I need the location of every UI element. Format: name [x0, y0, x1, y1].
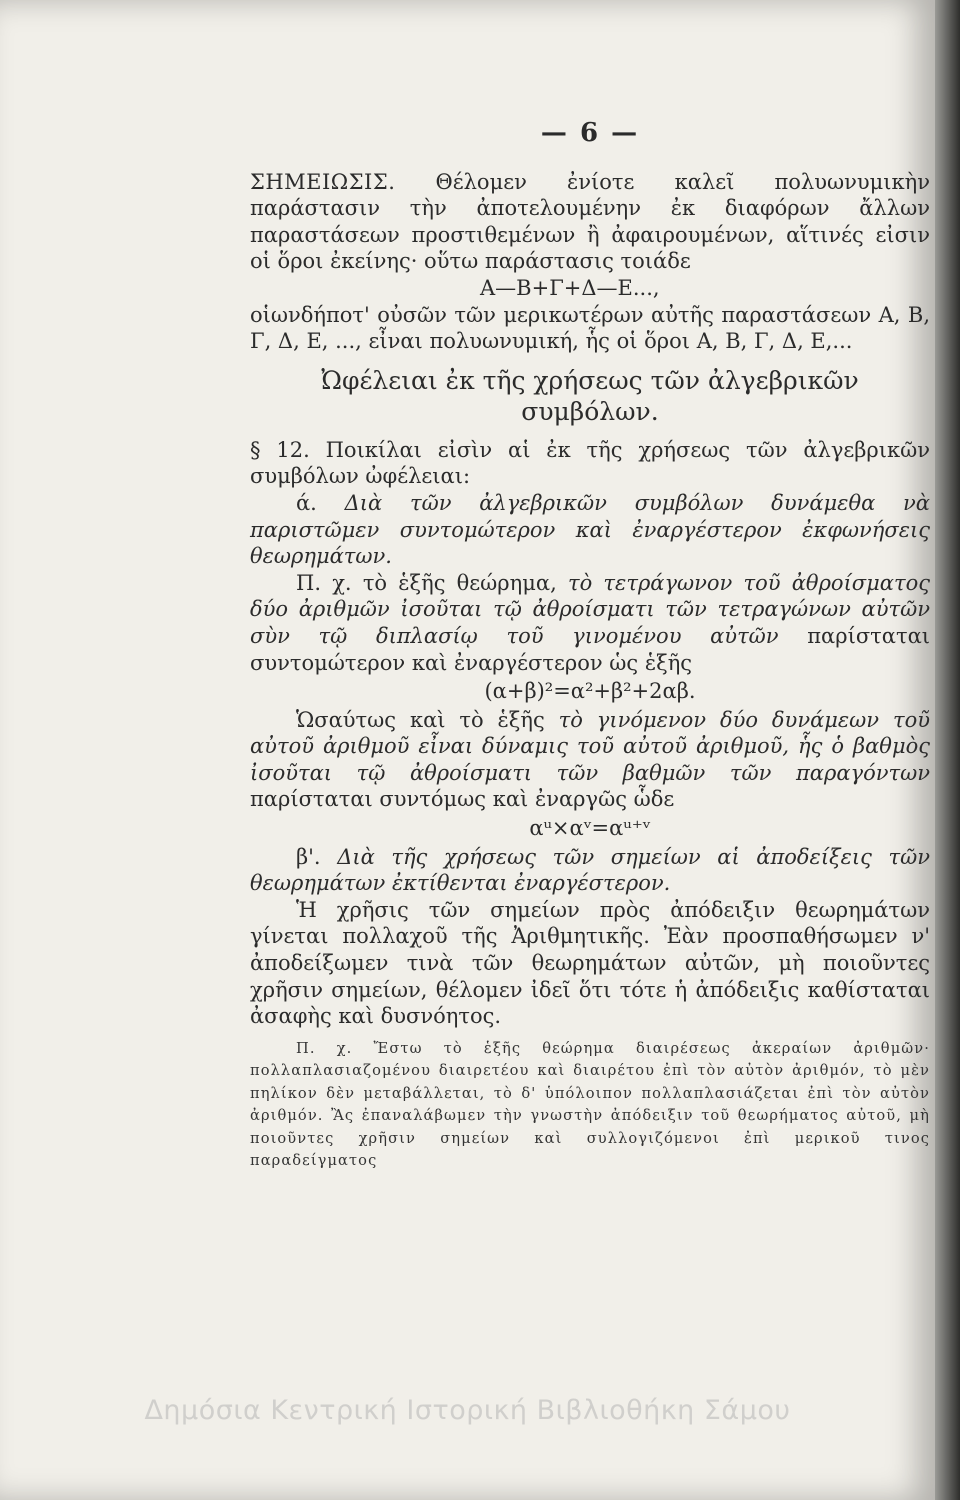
example-1-text-c: παρίσταται συντομώτερον καὶ ἐναργέστερον ὡς ἑξῆς — [250, 623, 930, 675]
page-content — [250, 120, 930, 1173]
point-a-label: ά. — [296, 490, 317, 515]
notes-paragraph-2: οἱωνδήποτ' οὐσῶν τῶν μερικωτέρων αὐτῆς παραστάσεων Α, Β, Γ, Δ, Ε, ..., εἶναι πολυωνυμική, ἧς οἱ ὅροι Α, Β, Γ, Δ, Ε,... — [250, 302, 930, 354]
paragraph-2-b: τὸ γινόμενον δύο δυνάμεων τοῦ αὐτοῦ ἀριθμοῦ εἶναι δύναμις τοῦ αὐτοῦ ἀριθμοῦ, ἧς ὁ βαθμὸς ἰσοῦται τῷ ἀθροίσματι τῶν βαθμῶν τῶν παραγόντων — [250, 707, 930, 785]
equation-1: Α—Β+Γ+Δ—Ε..., — [480, 275, 660, 300]
paragraph-3: Ἡ χρῆσις τῶν σημείων πρὸς ἀπόδειξιν θεωρημάτων γίνεται πολλαχοῦ τῆς Ἀριθμητικῆς. Ἐὰν προσπαθήσωμεν ν' ἀποδείξωμεν τινὰ τῶν θεωρημάτων αὐτῶν, μὴ ποιοῦντες χρῆσιν σημείων, θέλομεν ἰδεῖ ὅτι τότε ἡ ἀπόδειξις καθίσταται ἀσαφὴς καὶ δυσνόητος. — [250, 897, 930, 1029]
point-a-text: Διὰ τῶν ἀλγεβρικῶν συμβόλων δυνάμεθα νὰ παριστῶμεν συντομώτερον καὶ ἐναργέστερον ἐκφωνήσεις θεωρημάτων. — [250, 490, 930, 569]
page-edge-shadow — [935, 0, 960, 1500]
equation-3: αᵘ×αᵛ=αᵘ⁺ᵛ — [529, 816, 651, 841]
section-12-paragraph — [250, 437, 930, 490]
paragraph-2 — [250, 707, 930, 813]
point-a — [250, 490, 930, 570]
example-1 — [250, 570, 930, 676]
section-text: Ποικίλαι εἰσὶν αἱ ἐκ τῆς χρήσεως τῶν ἀλγεβρικῶν συμβόλων ὠφέλειαι: — [250, 437, 930, 489]
library-watermark: Δημόσια Κεντρική Ιστορική Βιβλιοθήκη Σάμου — [144, 1395, 791, 1426]
point-b — [250, 844, 930, 897]
page-number: — 6 — — [540, 118, 640, 148]
point-b-label: β'. — [296, 844, 321, 869]
section-number: § 12. — [250, 437, 310, 462]
notes-paragraph — [250, 169, 930, 275]
section-heading: Ὠφέλειαι ἐκ τῆς χρήσεως τῶν ἀλγεβρικῶν συμβόλων. — [321, 365, 859, 426]
paragraph-2-c: παρίσταται συντόμως καὶ ἐναργῶς ὧδε — [250, 787, 675, 812]
example-1-text-a: τὸ ἑξῆς θεώρημα, — [362, 570, 557, 595]
small-print-paragraph: Π. χ. Ἔστω τὸ ἑξῆς θεώρημα διαιρέσεως ἀκεραίων ἀριθμῶν· πολλαπλασιαζομένου διαιρετέου καὶ διαιρέτου ἐπὶ τὸν αὐτὸν ἀριθμόν, τὸ μὲν πηλίκον δὲν μεταβάλλεται, τὸ δ' ὑπόλοιπον πολλαπλασιάζεται ἐπὶ τὸν αὐτὸν ἀριθμόν. Ἂς ἐπαναλάβωμεν τὴν γνωστὴν ἀπόδειξιν τοῦ θεωρήματος αὐτοῦ, μὴ ποιοῦντες χρῆσιν σημείων καὶ συλλογιζόμενοι ἐπὶ μερικοῦ τινος παραδείγματος — [250, 1039, 930, 1170]
example-1-text-b: τὸ τετράγωνον τοῦ ἀθροίσματος δύο ἀριθμῶν ἰσοῦται τῷ ἀθροίσματι τῶν τετραγώνων αὐτῶν σὺν τῷ διπλασίῳ τοῦ γινομένου αὐτῶν — [250, 570, 930, 648]
example-1-label: Π. χ. — [296, 570, 352, 595]
equation-2: (α+β)²=α²+β²+2αβ. — [484, 679, 696, 704]
paragraph-2-a: Ὡσαύτως καὶ τὸ ἑξῆς — [296, 707, 545, 732]
point-b-text: Διὰ τῆς χρήσεως τῶν σημείων αἱ ἀποδείξεις τῶν θεωρημάτων ἐκτίθενται ἐναργέστερον. — [250, 844, 930, 896]
notes-text: Θέλομεν ἐνίοτε καλεῖ πολυωνυμικὴν παράστασιν τὴν ἀποτελουμένην ἐκ διαφόρων ἄλλων παραστάσεων προστιθεμένων ἢ ἀφαιρουμένων, αἵτινές εἰσιν οἱ ὅροι ἐκείνης· οὕτω παράστασις τοιάδε — [250, 169, 930, 274]
notes-label: ΣΗΜΕΙΩΣΙΣ. — [250, 169, 396, 194]
